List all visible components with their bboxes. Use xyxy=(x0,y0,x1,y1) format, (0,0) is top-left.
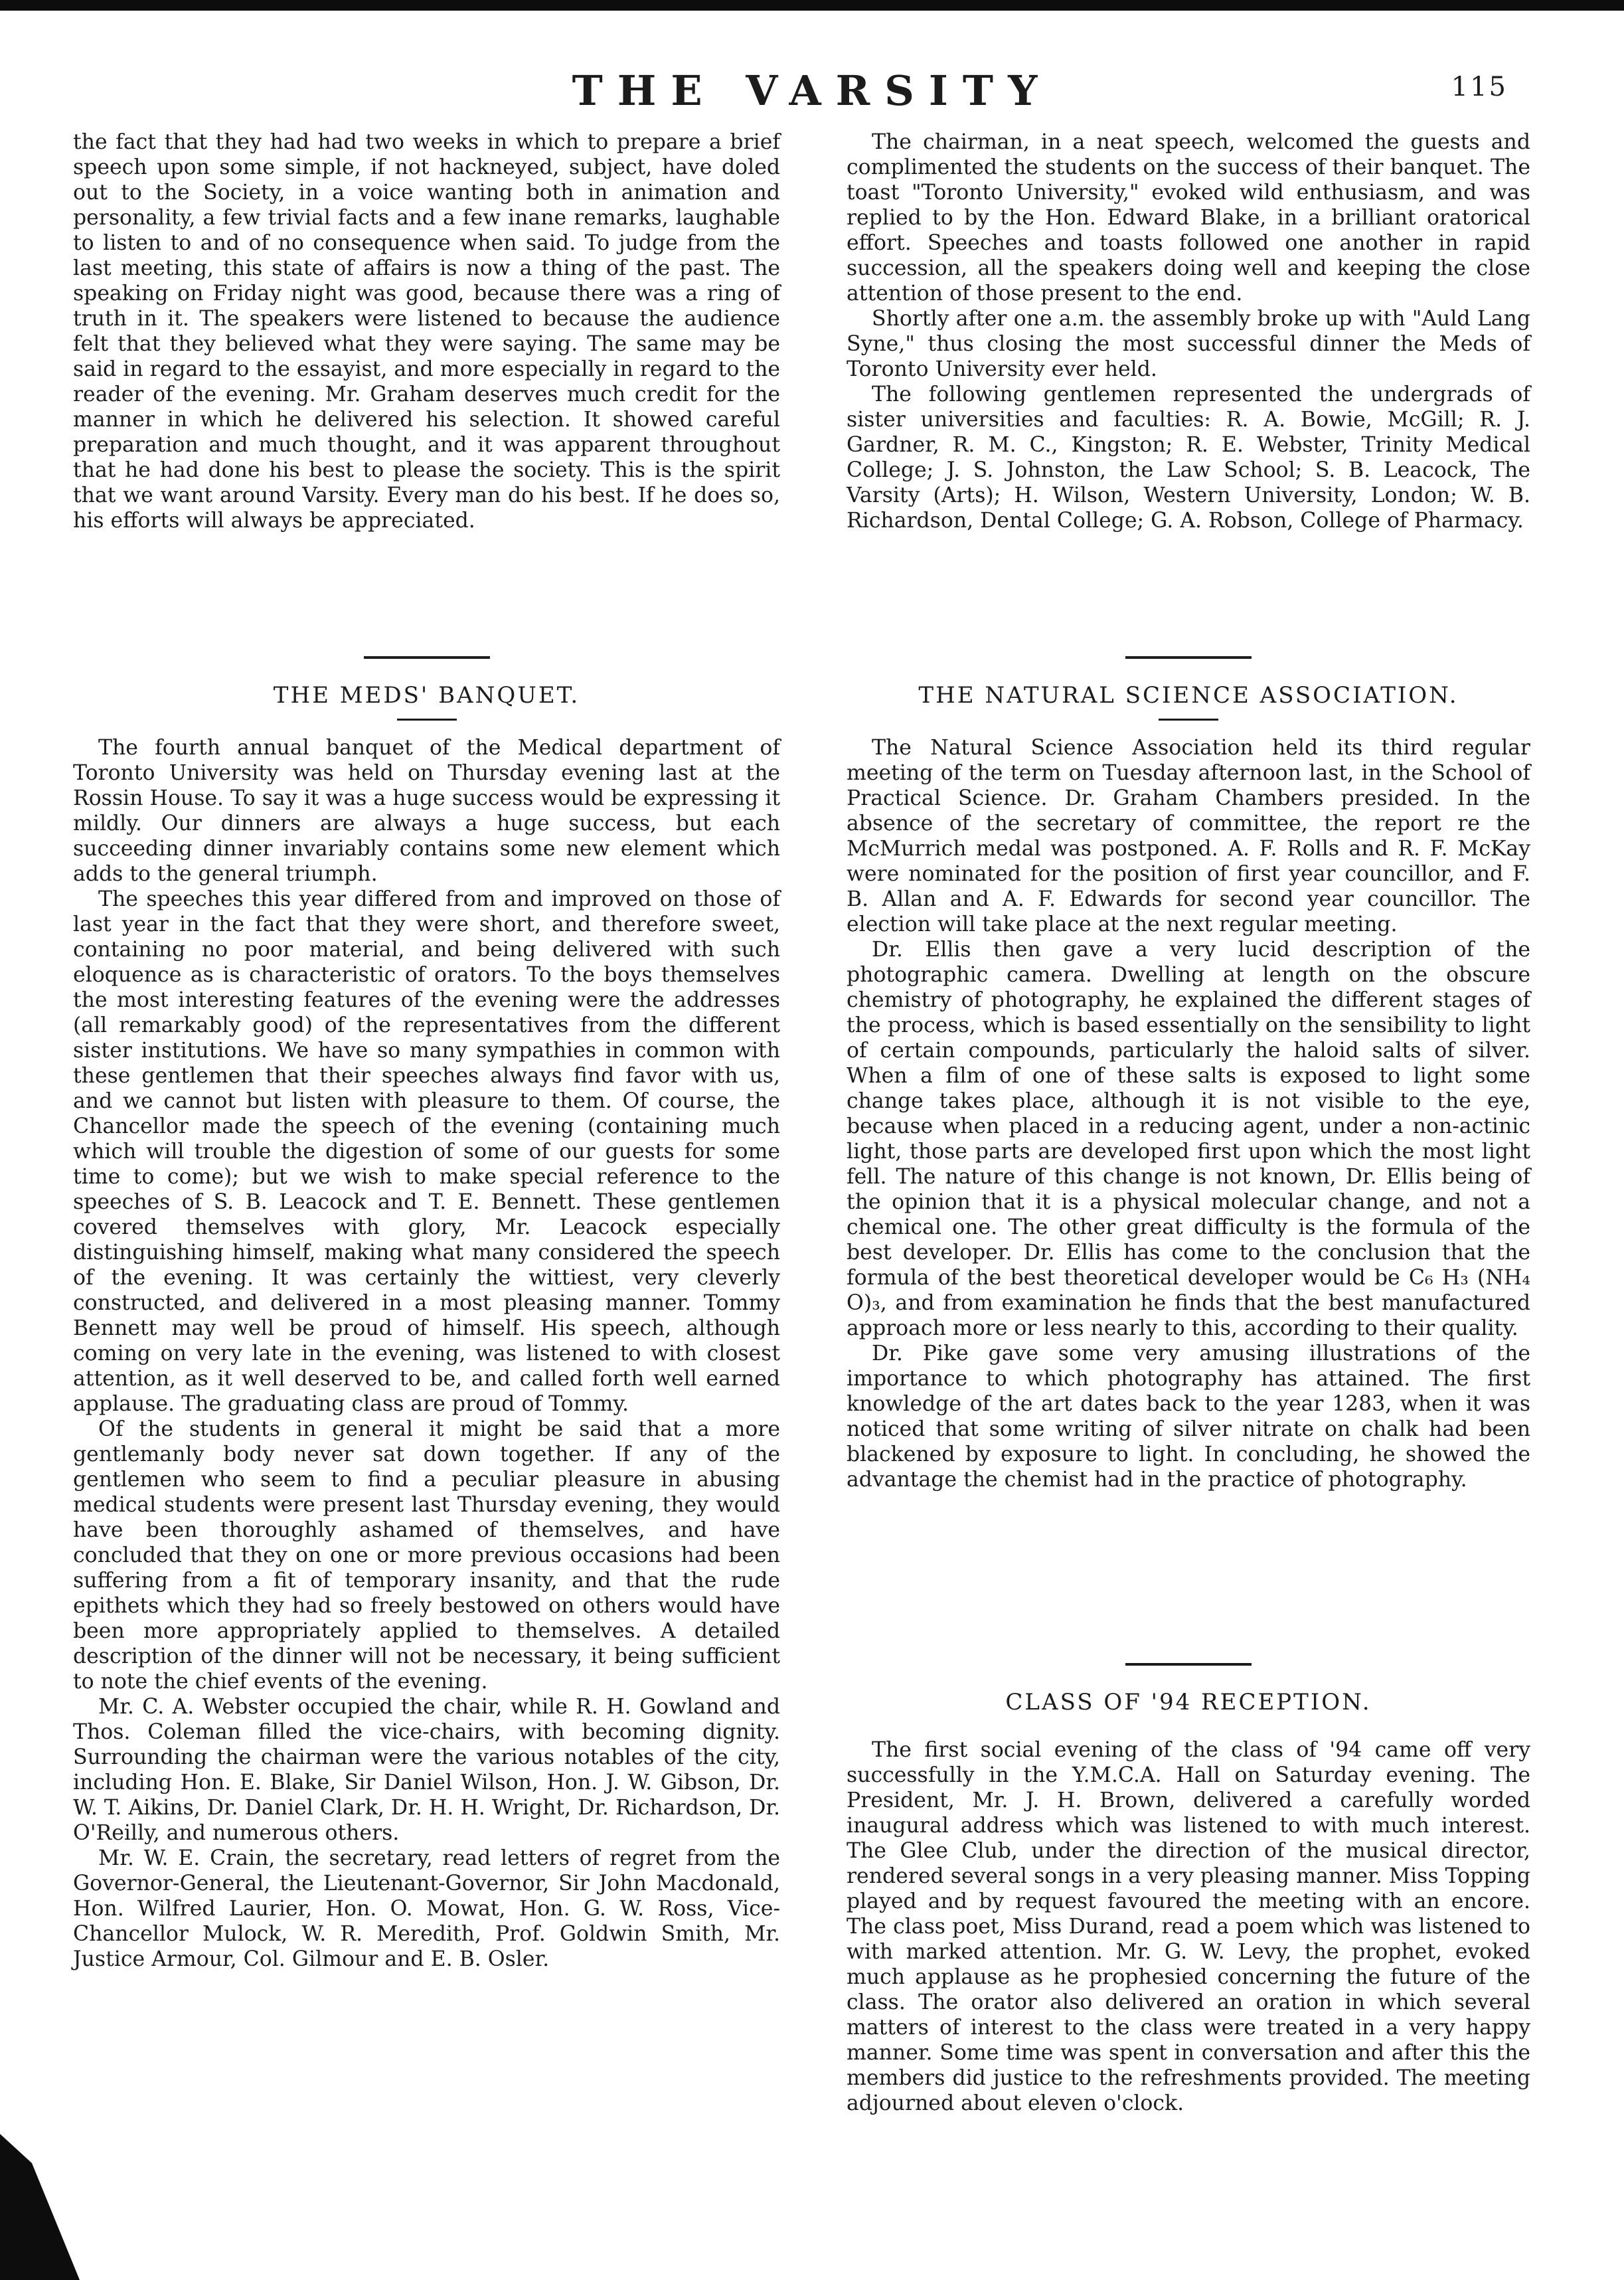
title-rule xyxy=(397,719,457,721)
class-reception-paragraph: The first social evening of the class of '94 came off very successfully in the Y.M.C.A. Hall on Saturday evening. The President, Mr. J. H. Brown, delivered a carefully worded inaugural address which was listened to with much interest. The Glee Club, under the direction of the musical director, rendered several songs in a very pleasing manner. Miss Topping played and by request favoured the meeting with an encore. The class poet, Miss Durand, read a poem which was listened to with marked attention. Mr. G. W. Levy, the prophet, evoked much applause as he prophesied concerning the future of the class. The orator also delivered an oration in which several matters of interest to the class were treated in a very happy manner. Some time was spent in conversation and after this the members did justice to the refreshments provided. The meeting adjourned about eleven o'clock. xyxy=(847,1738,1530,2115)
meds-banquet-paragraph: Mr. C. A. Webster occupied the chair, while R. H. Gowland and Thos. Coleman filled the vice-chairs, with becoming dignity. Surrounding the chairman were the various notables of the city, including Hon. E. Blake, Sir Daniel Wilson, Hon. J. W. Gibson, Dr. W. T. Aikins, Dr. Daniel Clark, Dr. H. H. Wright, Dr. Richardson, Dr. O'Reilly, and numerous others. xyxy=(73,1695,780,1845)
meds-banquet-paragraph: The speeches this year differed from and improved on those of last year in the fact that they were short, and therefore sweet, containing no poor material, and being delivered with such eloquence as is characteristic of orators. To the boys themselves the most interesting features of the evening were the addresses (all remarkably good) of the representatives from the different sister institutions. We have so many sympathies in common with these gentlemen that their speeches always find favor with us, and we cannot but listen with pleasure to them. Of course, the Chancellor made the speech of the evening (containing much which will trouble the digestion of some of our guests for some time to come); but we wish to make special reference to the speeches of S. B. Leacock and T. E. Bennett. These gentlemen covered themselves with glory, Mr. Leacock especially distinguishing himself, making what many considered the speech of the evening. It was certainly the wittiest, very cleverly constructed, and delivered in a most pleasing manner. Tommy Bennett may well be proud of himself. His speech, although coming on very late in the evening, was listened to with closest attention, as it well deserved to be, and called forth well earned applause. The graduating class are proud of Tommy. xyxy=(73,887,780,1416)
title-rule xyxy=(1159,719,1218,721)
natural-science-paragraph: Dr. Ellis then gave a very lucid description of the photographic camera. Dwelling at length on the obscure chemistry of photography, he explained the different stages of the process, which is based essentially on the sensibility to light of certain compounds, particularly the haloid salts of silver. When a film of one of these salts is exposed to light some change takes place, although it is not visible to the eye, because when placed in a reducing agent, under a non-actinic light, those parts are developed first upon which the most light fell. The nature of this change is not known, Dr. Ellis being of the opinion that it is a physical molecular change, and not a chemical one. The other great difficulty is the formula of the best developer. Dr. Ellis has come to the conclusion that the formula of the best theoretical developer would be C₆ H₃ (NH₄ O)₃, and from examination he finds that the best manufactured approach more or less nearly to this, according to their quality. xyxy=(847,938,1530,1340)
section-divider xyxy=(1125,656,1252,659)
natural-science-title: THE NATURAL SCIENCE ASSOCIATION. xyxy=(918,682,1459,709)
meds-banquet-title: THE MEDS' BANQUET. xyxy=(273,682,580,709)
natural-science-paragraph: The Natural Science Association held its third regular meeting of the term on Tuesday afternoon last, in the School of Practical Science. Dr. Graham Chambers presided. In the absence of the secretary of committee, the report re the McMurrich medal was postponed. A. F. Rolls and R. F. McKay were nominated for the position of first year councillor, and F. B. Allan and A. F. Edwards for second year councillor. The election will take place at the next regular meeting. xyxy=(847,736,1530,936)
continued-paragraph: the fact that they had had two weeks in which to prepare a brief speech upon some simple, if not hackneyed, subject, have doled out to the Society, in a voice wanting both in animation and personality, a few trivial facts and a few inane remarks, laughable to listen to and of no consequence when said. To judge from the last meeting, this state of affairs is now a thing of the past. The speaking on Friday night was good, because there was a ring of truth in it. The speakers were listened to because the audience felt that they believed what they were saying. The same may be said in regard to the essayist, and more especially in regard to the reader of the evening. Mr. Graham deserves much credit for the manner in which he delivered his selection. It showed careful preparation and much thought, and it was apparent throughout that he had done his best to please the society. This is the spirit that we want around Varsity. Every man do his best. If he does so, his efforts will always be appreciated. xyxy=(73,130,780,533)
natural-science-article xyxy=(847,656,1530,1492)
banquet-continued-paragraph: The following gentlemen represented the undergrads of sister universities and faculties: R. A. Bowie, McGill; R. J. Gardner, R. M. C., Kingston; R. E. Webster, Trinity Medical College; J. S. Johnston, the Law School; S. B. Leacock, The Varsity (Arts); H. Wilson, Western University, London; W. B. Richardson, Dental College; G. A. Robson, College of Pharmacy. xyxy=(847,383,1530,533)
class-reception-title: CLASS OF '94 RECEPTION. xyxy=(1005,1689,1372,1715)
section-divider xyxy=(1125,1663,1252,1666)
meds-banquet-paragraph: Mr. W. E. Crain, the secretary, read letters of regret from the Governor-General, the Lieutenant-Governor, Sir John Macdonald, Hon. Wilfred Laurier, Hon. O. Mowat, Hon. G. W. Ross, Vice-Chancellor Mulock, W. R. Meredith, Prof. Goldwin Smith, Mr. Justice Armour, Col. Gilmour and E. B. Osler. xyxy=(73,1846,780,1971)
meds-banquet-article xyxy=(73,656,780,1972)
top-edge-bar xyxy=(0,0,1624,11)
meds-banquet-paragraph: Of the students in general it might be said that a more gentlemanly body never sat down together. If any of the gentlemen who seem to find a peculiar pleasure in abusing medical students were present last Thursday evening, they would have been thoroughly ashamed of themselves, and have concluded that they on one or more previous occasions had been suffering from a fit of temporary insanity, and that the rude epithets which they had so freely bestowed on others would have been more appropriately applied to themselves. A detailed description of the dinner will not be necessary, it being sufficient to note the chief events of the evening. xyxy=(73,1417,780,1694)
left-column xyxy=(73,130,780,533)
right-column-banquet-continued xyxy=(847,130,1530,533)
meds-banquet-paragraph: The fourth annual banquet of the Medical department of Toronto University was held on Thursday evening last at the Rossin House. To say it was a huge success would be expressing it mildly. Our dinners are always a huge success, but each succeeding dinner invariably contains some new element which adds to the general triumph. xyxy=(73,736,780,886)
banquet-continued-paragraph: The chairman, in a neat speech, welcomed the guests and complimented the students on the success of their banquet. The toast "Toronto University," evoked wild enthusiasm, and was replied to by the Hon. Edward Blake, in a brilliant oratorical effort. Speeches and toasts followed one another in rapid succession, all the speakers doing well and keeping the close attention of those present to the end. xyxy=(847,130,1530,306)
banquet-continued-paragraph: Shortly after one a.m. the assembly broke up with "Auld Lang Syne," thus closing the most successful dinner the Meds of Toronto University ever held. xyxy=(847,307,1530,381)
page-number: 115 xyxy=(1451,72,1508,102)
masthead-title: THE VARSITY xyxy=(572,66,1052,115)
page-corner-shadow xyxy=(0,2134,80,2280)
class-reception-article xyxy=(847,1663,1530,2116)
page-header xyxy=(0,66,1624,120)
section-divider xyxy=(364,656,490,659)
natural-science-paragraph: Dr. Pike gave some very amusing illustrations of the importance to which photography has attained. The first knowledge of the art dates back to the year 1283, when it was noticed that some writing of silver nitrate on chalk had been blackened by exposure to light. In concluding, he showed the advantage the chemist had in the practice of photography. xyxy=(847,1342,1530,1492)
